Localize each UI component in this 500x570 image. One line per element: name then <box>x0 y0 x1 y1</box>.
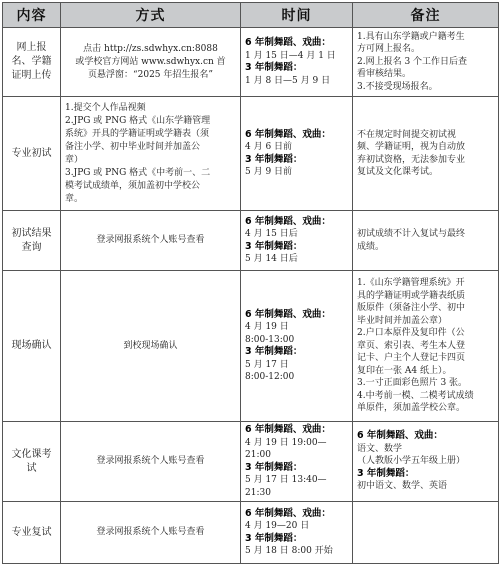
text-line: 登录网报系统个人账号查看 <box>96 527 205 537</box>
text-line: 1 月 15 日—4 月 1 日 <box>245 50 336 61</box>
table-row <box>3 271 499 422</box>
bold-label: 6 年制舞蹈、戏曲： <box>245 37 331 48</box>
text-line: 5 月 9 日前 <box>245 167 293 177</box>
text-line: 2.JPG 或 PNG 格式《山东学籍管理 <box>65 115 211 126</box>
bold-label: 6 年制舞蹈、戏曲： <box>245 128 331 140</box>
text-line: 2.网上报名 3 个工作日后查 <box>357 56 468 67</box>
cell-note <box>353 211 499 271</box>
table-row <box>3 97 499 211</box>
text-line: 名、学籍 <box>11 56 52 67</box>
text-line: 单原件，须加盖学校公章。 <box>357 403 466 414</box>
cell-item <box>3 97 61 211</box>
text-line: 查询 <box>21 241 42 253</box>
text-line: 成绩。 <box>357 241 385 252</box>
text-line: 初试成绩不计入复试与最终 <box>357 229 466 239</box>
text-line: 初试结果 <box>11 227 52 239</box>
text-line: 试 <box>26 462 37 474</box>
cell-item <box>3 271 61 422</box>
text-line: 1.具有山东学籍或户籍考生 <box>357 31 465 42</box>
text-line: 模考试成绩单，须加盖初中学校公 <box>65 180 201 191</box>
text-line: 毕业时间并加盖公章） <box>357 315 448 326</box>
text-line: 登录网报系统个人账号查看 <box>96 235 205 245</box>
bold-label: 3 年制舞蹈： <box>245 532 303 544</box>
text-line: 5 月 17 日 <box>245 359 289 370</box>
header-note: 备注 <box>353 3 499 28</box>
text-line: 或学校官方网站 www.sdwhyx.cn 首 <box>75 56 226 67</box>
text-line: 备注小学、初中毕业时间并加盖公 <box>65 141 201 152</box>
text-line: 方可网上报名。 <box>357 44 421 55</box>
cell-time <box>241 211 353 271</box>
text-line: 章页、索引表、考生本人登 <box>357 340 466 351</box>
text-line: 3.一寸正面彩色照片 3 张。 <box>357 378 468 389</box>
text-line: 4 月 19—20 日 <box>245 521 310 531</box>
bold-label: 3 年制舞蹈： <box>245 346 303 357</box>
text-line: 2.户口本原件及复印件（公 <box>357 328 465 339</box>
bold-label: 6 年制舞蹈、戏曲： <box>245 308 331 320</box>
cell-note <box>353 422 499 502</box>
cell-item <box>3 502 61 564</box>
text-line: 到校现场确认 <box>123 340 178 351</box>
text-line: 证明上传 <box>11 70 52 81</box>
text-line: 1 月 8 日—5 月 9 日 <box>245 75 331 86</box>
text-line: 1.《山东学籍管理系统》开 <box>357 278 465 289</box>
header-item: 内容 <box>3 3 61 28</box>
text-line: 记卡、户主个人登记卡四页 <box>357 353 466 364</box>
bold-label: 3 年制舞蹈： <box>245 461 303 473</box>
text-line: 5 月 17 日 13:40—21:30 <box>245 475 327 498</box>
table-header-row <box>3 3 499 28</box>
text-line: 页悬浮窗：“2025 年招生报名” <box>88 69 213 80</box>
cell-item <box>3 211 61 271</box>
text-line: 系统》开具的学籍证明或学籍表（须 <box>65 128 210 139</box>
table-row <box>3 28 499 97</box>
text-line: 点击 http://zs.sdwhyx.cn:8088 <box>83 43 218 54</box>
bold-label: 3 年制舞蹈： <box>357 467 415 479</box>
text-line: 4 月 15 日后 <box>245 229 298 239</box>
bold-label: 6 年制舞蹈、戏曲： <box>357 430 443 442</box>
text-line: 语文、数学 <box>357 443 403 454</box>
text-line: 初中语文、数学、英语 <box>357 481 448 492</box>
text-line: 看审核结果。 <box>357 69 412 80</box>
text-line: 章） <box>65 154 84 165</box>
bold-label: 6 年制舞蹈、戏曲： <box>245 507 331 519</box>
text-line: 4 月 6 日前 <box>245 142 293 152</box>
text-line: 5 月 18 日 8:00 开始 <box>245 546 333 556</box>
text-line: 版原件（须备注小学、初中 <box>357 303 466 314</box>
cell-method <box>61 28 241 97</box>
cell-note <box>353 271 499 422</box>
text-line: 专业初试 <box>11 147 52 159</box>
text-line: 章。 <box>65 193 84 204</box>
text-line: 4.中考前一模、二模考试成绩 <box>357 390 474 401</box>
text-line: 5 月 14 日后 <box>245 254 298 264</box>
cell-time <box>241 502 353 564</box>
text-line: 弃初试资格，无法参加专业 <box>357 154 466 165</box>
cell-note <box>353 97 499 211</box>
text-line: 8:00-13:00 <box>245 334 295 345</box>
cell-item <box>3 28 61 97</box>
text-line: 不在规定时间提交初试视 <box>357 129 457 140</box>
cell-note <box>353 28 499 97</box>
cell-item <box>3 422 61 502</box>
text-line: 现场确认 <box>11 340 52 351</box>
cell-time <box>241 422 353 502</box>
text-line: 专业复试 <box>11 526 52 538</box>
bold-label: 6 年制舞蹈、戏曲： <box>245 424 331 435</box>
text-line: （人教版小学五年级上册） <box>357 456 466 467</box>
cell-time <box>241 97 353 211</box>
header-time: 时间 <box>241 3 353 28</box>
admission-schedule-table <box>2 2 499 564</box>
text-line: 具的学籍证明或学籍表纸质 <box>357 290 466 301</box>
cell-method <box>61 211 241 271</box>
text-line: 文化课考 <box>11 448 52 460</box>
text-line: 复印在一张 A4 纸上）。 <box>357 365 452 376</box>
bold-label: 6 年制舞蹈、戏曲： <box>245 215 331 227</box>
cell-method <box>61 97 241 211</box>
text-line: 3.不接受现场报名。 <box>357 81 438 92</box>
bold-label: 3 年制舞蹈： <box>245 62 303 73</box>
table-row <box>3 211 499 271</box>
text-line: 4 月 19 日 19:00—21:00 <box>245 437 327 460</box>
text-line: 频、学籍证明，视为自动放 <box>357 142 466 152</box>
bold-label: 3 年制舞蹈： <box>245 153 303 165</box>
table-row <box>3 422 499 502</box>
cell-method <box>61 422 241 502</box>
text-line: 复试及文化课考试。 <box>357 167 439 177</box>
bold-label: 3 年制舞蹈： <box>245 240 303 252</box>
cell-note <box>353 502 499 564</box>
text-line: 4 月 19 日 <box>245 322 289 332</box>
cell-time <box>241 28 353 97</box>
text-line: 3.JPG 或 PNG 格式《中考前一、二 <box>65 167 211 178</box>
cell-method <box>61 502 241 564</box>
cell-method <box>61 271 241 422</box>
header-method: 方式 <box>61 3 241 28</box>
cell-time <box>241 271 353 422</box>
table-row <box>3 502 499 564</box>
text-line: 8:00-12:00 <box>245 372 295 382</box>
text-line: 网上报 <box>16 42 47 53</box>
text-line: 登录网报系统个人账号查看 <box>96 456 205 466</box>
text-line: 1.提交个人作品视频 <box>65 102 146 113</box>
